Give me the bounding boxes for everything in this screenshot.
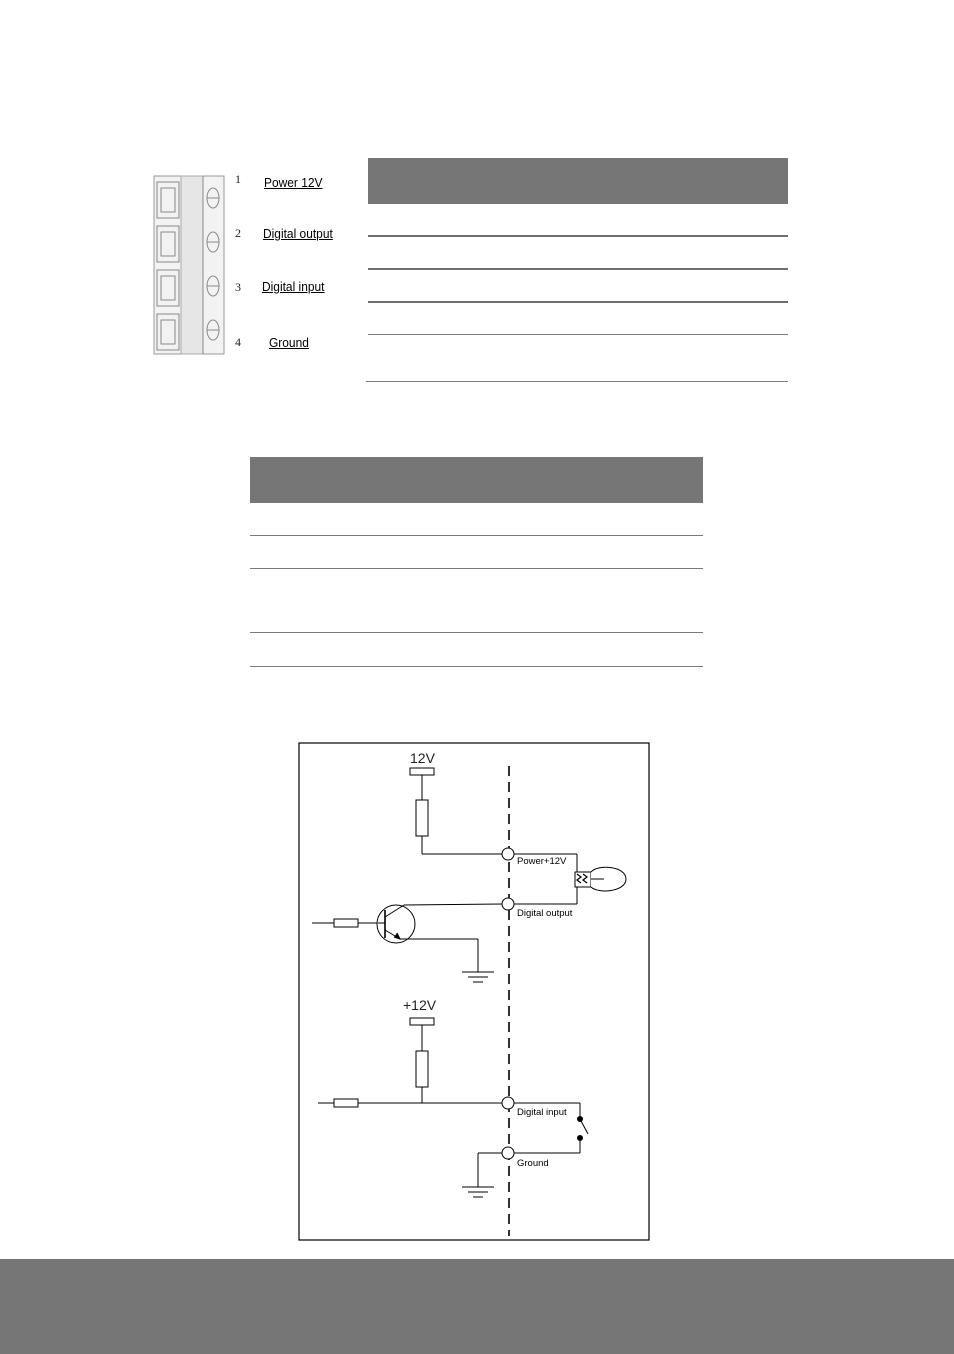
node-digital-output-label: Digital output: [517, 908, 573, 919]
node-power: [502, 848, 514, 860]
pin-4-label: Ground: [269, 335, 309, 350]
spec-table-row-divider: [250, 632, 703, 633]
pin-2-label: Digital output: [263, 226, 333, 241]
pin-4-number: 4: [235, 335, 241, 349]
pin-1-label: Power 12V: [264, 175, 323, 190]
diagram-frame: [299, 743, 649, 1240]
spec-table-header: [250, 457, 703, 503]
spec-table-row-divider: [250, 568, 703, 569]
spec-table-bottom-rule: [250, 666, 703, 667]
node-ground-label: Ground: [517, 1158, 549, 1169]
footer-bar: [0, 1259, 954, 1354]
pin-table-row-divider: [368, 334, 788, 335]
node-digital-output: [502, 898, 514, 910]
pin-table-bottom-rule: [366, 381, 788, 382]
bottom-supply-label: +12V: [403, 997, 437, 1013]
pin-table-row-divider: [368, 301, 788, 303]
alarm-io-circuit-diagram: [298, 742, 650, 1241]
pin-3-number: 3: [235, 280, 241, 294]
node-digital-input-label: Digital input: [517, 1107, 567, 1118]
spec-table-row-divider: [250, 535, 703, 536]
node-ground: [502, 1147, 514, 1159]
pin-3-label: Digital input: [262, 279, 325, 294]
terminal-block-icon: [153, 168, 225, 356]
node-power-label: Power+12V: [517, 856, 567, 867]
pin-1-number: 1: [235, 172, 241, 186]
pin-2-number: 2: [235, 226, 241, 240]
top-supply-label: 12V: [410, 750, 435, 766]
pin-table-header: [368, 158, 788, 204]
pin-table-row-divider: [368, 268, 788, 270]
node-digital-input: [502, 1097, 514, 1109]
pin-table-row-divider: [368, 235, 788, 237]
